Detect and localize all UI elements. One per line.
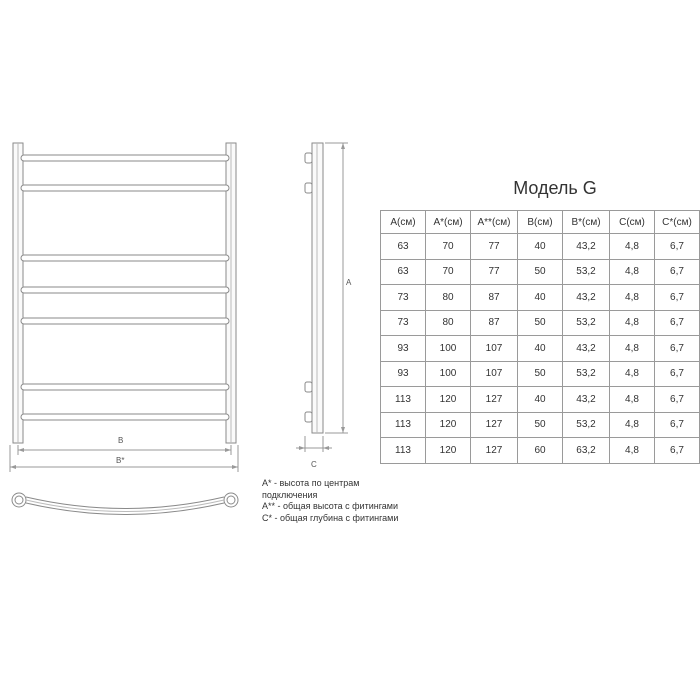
table-cell: 120 — [426, 387, 471, 413]
note-a-double-star: A** - общая высота с фитингами — [262, 501, 398, 511]
table-cell: 63,2 — [563, 438, 610, 464]
column-header: A*(см) — [426, 211, 471, 234]
table-row — [381, 412, 700, 438]
note-a-star: A* - высота по центрам подключения — [262, 478, 360, 500]
table-cell: 93 — [381, 336, 426, 362]
table-cell: 4,8 — [610, 234, 655, 260]
dimension-label-c: C — [311, 460, 317, 469]
horizontal-bars — [21, 155, 229, 420]
table-cell: 127 — [471, 438, 518, 464]
table-cell: 4,8 — [610, 336, 655, 362]
table-cell: 100 — [426, 361, 471, 387]
table-cell: 70 — [426, 234, 471, 260]
table-row — [381, 310, 700, 336]
model-title: Модель G — [513, 178, 597, 198]
table-cell: 113 — [381, 438, 426, 464]
table-cell: 50 — [518, 310, 563, 336]
dimensions-table — [380, 210, 700, 464]
table-cell: 127 — [471, 412, 518, 438]
top-view — [12, 493, 238, 515]
table-cell: 40 — [518, 234, 563, 260]
table-cell: 120 — [426, 412, 471, 438]
table-cell: 63 — [381, 234, 426, 260]
table-cell: 77 — [471, 234, 518, 260]
column-header: C(см) — [610, 211, 655, 234]
side-view — [296, 143, 348, 452]
table-cell: 6,7 — [655, 387, 700, 413]
table-cell: 50 — [518, 259, 563, 285]
table-cell: 4,8 — [610, 387, 655, 413]
table-cell: 53,2 — [563, 310, 610, 336]
table-cell: 80 — [426, 285, 471, 311]
notes — [262, 478, 412, 524]
table-cell: 73 — [381, 285, 426, 311]
table-cell: 53,2 — [563, 412, 610, 438]
table-cell: 63 — [381, 259, 426, 285]
table-cell: 6,7 — [655, 412, 700, 438]
table-row — [381, 438, 700, 464]
table-row — [381, 336, 700, 362]
table-cell: 70 — [426, 259, 471, 285]
table-cell: 4,8 — [610, 285, 655, 311]
table-cell: 40 — [518, 285, 563, 311]
table-cell: 4,8 — [610, 438, 655, 464]
table-cell: 77 — [471, 259, 518, 285]
table-cell: 107 — [471, 336, 518, 362]
table-cell: 80 — [426, 310, 471, 336]
dimension-label-b: B — [118, 436, 124, 445]
table-cell: 113 — [381, 412, 426, 438]
table-cell: 127 — [471, 387, 518, 413]
note-c-star: C* - общая глубина с фитингами — [262, 512, 399, 523]
column-header: A**(см) — [471, 211, 518, 234]
table-cell: 6,7 — [655, 361, 700, 387]
table-cell: 4,8 — [610, 412, 655, 438]
dimension-label-b-star: B* — [116, 456, 125, 465]
table-cell: 6,7 — [655, 259, 700, 285]
table-cell: 50 — [518, 361, 563, 387]
table-cell: 93 — [381, 361, 426, 387]
table-cell: 50 — [518, 412, 563, 438]
table-cell: 6,7 — [655, 285, 700, 311]
table-row — [381, 259, 700, 285]
table-row — [381, 361, 700, 387]
table-cell: 113 — [381, 387, 426, 413]
table-cell: 100 — [426, 336, 471, 362]
table-cell: 43,2 — [563, 234, 610, 260]
table-cell: 4,8 — [610, 310, 655, 336]
table-row — [381, 387, 700, 413]
dimension-label-a: A — [346, 278, 352, 287]
table-cell: 40 — [518, 336, 563, 362]
table-cell: 120 — [426, 438, 471, 464]
column-header: A(см) — [381, 211, 426, 234]
table-cell: 60 — [518, 438, 563, 464]
column-header: B*(см) — [563, 211, 610, 234]
table-cell: 43,2 — [563, 285, 610, 311]
table-cell: 87 — [471, 310, 518, 336]
table-cell: 53,2 — [563, 259, 610, 285]
table-cell: 73 — [381, 310, 426, 336]
column-header: B(см) — [518, 211, 563, 234]
table-cell: 107 — [471, 361, 518, 387]
table-cell: 40 — [518, 387, 563, 413]
table-row — [381, 285, 700, 311]
table-row — [381, 234, 700, 260]
table-cell: 53,2 — [563, 361, 610, 387]
table-header-row — [381, 211, 700, 234]
table-body — [381, 234, 700, 464]
table-cell: 6,7 — [655, 438, 700, 464]
table-cell: 43,2 — [563, 336, 610, 362]
table-cell: 4,8 — [610, 361, 655, 387]
table-cell: 6,7 — [655, 310, 700, 336]
front-view — [10, 143, 238, 472]
table-cell: 6,7 — [655, 336, 700, 362]
table-cell: 6,7 — [655, 234, 700, 260]
table-cell: 87 — [471, 285, 518, 311]
table-cell: 43,2 — [563, 387, 610, 413]
column-header: C*(см) — [655, 211, 700, 234]
table-cell: 4,8 — [610, 259, 655, 285]
